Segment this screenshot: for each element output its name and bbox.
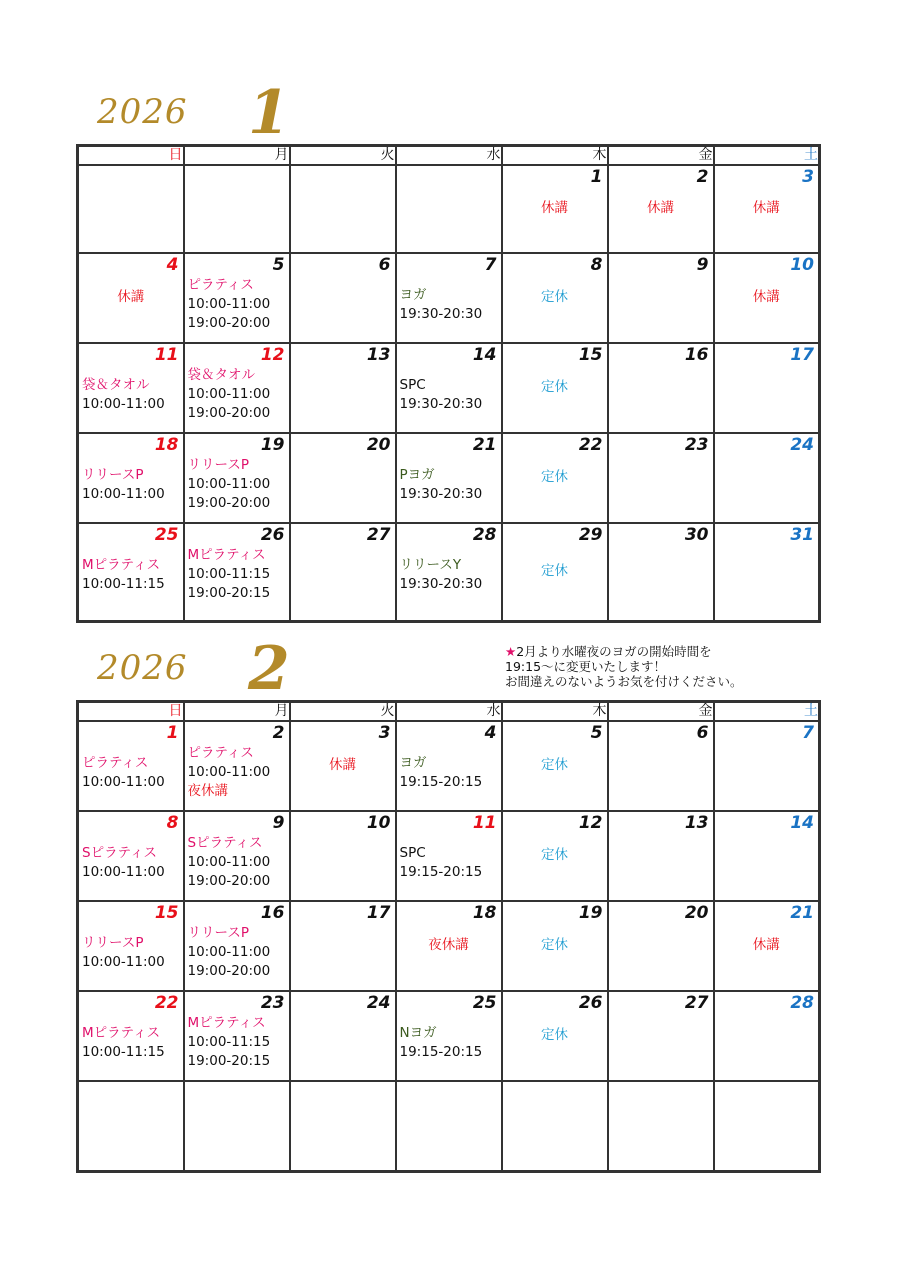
- day-cell[interactable]: [608, 721, 714, 811]
- class-name: 袋＆タオル: [187, 367, 255, 383]
- month-label-january: 1: [248, 78, 290, 148]
- day-number: 27: [684, 993, 709, 1013]
- day-cell[interactable]: [396, 343, 502, 433]
- class-name: Sピラティス: [187, 835, 263, 851]
- class-cancelled-label: 休講: [541, 200, 568, 216]
- day-cell[interactable]: [184, 721, 290, 811]
- day-cell[interactable]: [608, 811, 714, 901]
- class-time: 19:00-20:15: [187, 1053, 271, 1069]
- day-cell[interactable]: [608, 433, 714, 523]
- day-cell[interactable]: [608, 523, 714, 622]
- day-number: 4: [484, 723, 497, 743]
- class-time: 10:00-11:00: [187, 296, 271, 312]
- class-cancelled-label: 休講: [329, 757, 356, 773]
- day-number: 9: [696, 255, 709, 275]
- class-name: SPC: [399, 845, 426, 861]
- day-cell[interactable]: [502, 1081, 608, 1172]
- notice-line-1: 2月より水曜夜のヨガの開始時間を: [516, 644, 712, 659]
- weekday-header: 日: [78, 702, 184, 722]
- class-time: 10:00-11:00: [187, 944, 271, 960]
- class-time: 10:00-11:00: [187, 764, 271, 780]
- day-number: 10: [366, 813, 391, 833]
- day-number: 8: [590, 255, 603, 275]
- day-number: 18: [154, 435, 179, 455]
- weekday-header-row: [78, 702, 820, 722]
- day-cell[interactable]: [78, 991, 184, 1081]
- weekday-header: 火: [290, 146, 396, 166]
- day-cell[interactable]: [608, 901, 714, 991]
- class-time: 19:00-20:15: [187, 585, 271, 601]
- closed-day-label: 定休: [541, 847, 568, 863]
- schedule-change-notice: [505, 644, 825, 689]
- class-time: 10:00-11:00: [187, 386, 271, 402]
- day-cell[interactable]: [290, 343, 396, 433]
- class-name: ピラティス: [187, 277, 254, 293]
- class-name: ピラティス: [187, 745, 254, 761]
- class-time: 10:00-11:00: [82, 486, 165, 502]
- closed-day-label: 定休: [541, 563, 568, 579]
- day-cell[interactable]: [184, 811, 290, 901]
- class-cancelled-label: 休講: [752, 289, 780, 305]
- day-cell[interactable]: [714, 1081, 820, 1172]
- weekday-header: 日: [78, 146, 184, 166]
- closed-day-label: 定休: [541, 469, 568, 485]
- day-cell[interactable]: [290, 523, 396, 622]
- day-cell[interactable]: [78, 523, 184, 622]
- day-number: 12: [578, 813, 603, 833]
- weekday-header: 月: [184, 146, 290, 166]
- day-number: 21: [790, 903, 814, 923]
- day-cell[interactable]: [184, 253, 290, 343]
- class-name: ヨガ: [399, 755, 427, 771]
- class-name: Pヨガ: [399, 467, 435, 483]
- class-name: Nヨガ: [399, 1025, 437, 1041]
- day-cell[interactable]: [290, 811, 396, 901]
- weekday-header: 水: [396, 146, 502, 166]
- class-time: 19:15-20:15: [399, 864, 483, 880]
- week-row: [78, 901, 820, 991]
- day-cell[interactable]: [184, 901, 290, 991]
- day-cell[interactable]: [502, 433, 608, 523]
- closed-day-label: 定休: [541, 937, 568, 953]
- day-cell[interactable]: [714, 343, 820, 433]
- day-cell[interactable]: [78, 1081, 184, 1172]
- day-cell[interactable]: [502, 721, 608, 811]
- class-cancelled-label: 休講: [752, 937, 780, 953]
- week-row: [78, 165, 820, 253]
- calendar-january: [76, 144, 821, 623]
- class-time: 10:00-11:00: [82, 396, 165, 412]
- day-number: 30: [684, 525, 709, 545]
- day-cell[interactable]: [78, 253, 184, 343]
- day-cell[interactable]: [502, 253, 608, 343]
- weekday-header: 木: [502, 146, 608, 166]
- class-name: 袋＆タオル: [82, 377, 150, 393]
- day-number: 24: [366, 993, 391, 1013]
- weekday-header: 金: [608, 702, 714, 722]
- day-number: 17: [790, 345, 814, 365]
- class-name: リリースP: [82, 467, 144, 483]
- day-number: 27: [366, 525, 391, 545]
- day-cell[interactable]: [608, 343, 714, 433]
- week-row: [78, 721, 820, 811]
- closed-day-label: 定休: [541, 1027, 568, 1043]
- day-number: 10: [790, 255, 814, 275]
- day-number: 1: [590, 167, 603, 187]
- day-number: 28: [472, 525, 497, 545]
- week-row: [78, 1081, 820, 1172]
- class-cancelled-label: 休講: [117, 289, 145, 305]
- class-time: 10:00-11:15: [187, 566, 271, 582]
- weekday-header: 金: [608, 146, 714, 166]
- day-cell[interactable]: [714, 811, 820, 901]
- notice-line-2: 19:15～に変更いたします！: [505, 659, 667, 674]
- day-number: 14: [790, 813, 814, 833]
- class-time: 10:00-11:00: [82, 954, 165, 970]
- day-number: 4: [166, 255, 179, 275]
- day-cell[interactable]: [396, 991, 502, 1081]
- day-cell[interactable]: [608, 253, 714, 343]
- day-number: 2: [696, 167, 709, 187]
- day-number: 7: [484, 255, 497, 275]
- day-cell[interactable]: [714, 991, 820, 1081]
- day-cell[interactable]: [714, 433, 820, 523]
- weekday-header: 木: [502, 702, 608, 722]
- week-row: [78, 433, 820, 523]
- day-cell[interactable]: [396, 523, 502, 622]
- week-row: [78, 811, 820, 901]
- day-number: 20: [684, 903, 709, 923]
- week-row: [78, 343, 820, 433]
- day-number: 8: [166, 813, 179, 833]
- day-number: 26: [260, 525, 285, 545]
- day-cell[interactable]: [78, 811, 184, 901]
- day-number: 6: [378, 255, 391, 275]
- weekday-header: 月: [184, 702, 290, 722]
- class-name: SPC: [399, 377, 426, 393]
- day-number: 29: [578, 525, 603, 545]
- day-cell[interactable]: [502, 165, 608, 253]
- day-number: 5: [590, 723, 603, 743]
- class-time: 19:00-20:00: [187, 963, 271, 979]
- day-number: 13: [366, 345, 391, 365]
- day-number: 16: [260, 903, 285, 923]
- day-number: 12: [260, 345, 285, 365]
- class-name: Mピラティス: [187, 1015, 266, 1031]
- class-name: Mピラティス: [82, 1025, 161, 1041]
- day-number: 11: [472, 813, 497, 833]
- day-number: 2: [272, 723, 285, 743]
- day-cell[interactable]: [502, 343, 608, 433]
- day-number: 21: [472, 435, 497, 455]
- class-time: 10:00-11:15: [187, 1034, 271, 1050]
- day-cell[interactable]: [290, 1081, 396, 1172]
- class-time: 10:00-11:00: [82, 774, 165, 790]
- class-name: Mピラティス: [82, 557, 161, 573]
- day-cell[interactable]: [396, 1081, 502, 1172]
- day-number: 17: [366, 903, 391, 923]
- year-label-february: 2026: [97, 648, 188, 688]
- day-number: 26: [578, 993, 603, 1013]
- year-label-january: 2026: [97, 92, 188, 132]
- day-number: 14: [472, 345, 497, 365]
- star-icon: ★: [505, 644, 517, 659]
- class-time: 19:00-20:00: [187, 315, 271, 331]
- day-cell[interactable]: [184, 165, 290, 253]
- day-cell[interactable]: [184, 433, 290, 523]
- day-number: 9: [272, 813, 285, 833]
- closed-day-label: 定休: [541, 757, 568, 773]
- day-number: 25: [154, 525, 179, 545]
- class-name: リリースP: [187, 457, 249, 473]
- class-name: ヨガ: [399, 287, 427, 303]
- day-cell[interactable]: [184, 343, 290, 433]
- class-name: Sピラティス: [82, 845, 157, 861]
- month-label-february: 2: [248, 634, 290, 704]
- class-name: ピラティス: [82, 755, 149, 771]
- class-time: 19:15-20:15: [399, 774, 483, 790]
- day-cell[interactable]: [714, 721, 820, 811]
- class-time: 10:00-11:00: [187, 476, 271, 492]
- day-number: 19: [260, 435, 285, 455]
- day-number: 11: [154, 345, 179, 365]
- day-cell[interactable]: [78, 901, 184, 991]
- week-row: [78, 253, 820, 343]
- class-time: 19:30-20:30: [399, 486, 483, 502]
- day-cell[interactable]: [396, 901, 502, 991]
- day-number: 6: [696, 723, 709, 743]
- day-number: 22: [578, 435, 603, 455]
- day-cell[interactable]: [290, 253, 396, 343]
- day-cell[interactable]: [714, 901, 820, 991]
- day-number: 7: [802, 723, 814, 743]
- weekday-header: 水: [396, 702, 502, 722]
- weekday-header: 火: [290, 702, 396, 722]
- day-cell[interactable]: [396, 165, 502, 253]
- day-number: 15: [154, 903, 179, 923]
- day-number: 16: [684, 345, 709, 365]
- class-time: 夜休講: [187, 783, 228, 799]
- day-cell[interactable]: [290, 991, 396, 1081]
- day-number: 24: [790, 435, 814, 455]
- day-cell[interactable]: [396, 253, 502, 343]
- class-time: 10:00-11:15: [82, 1044, 165, 1060]
- day-cell[interactable]: [290, 721, 396, 811]
- class-cancelled-label: 夜休講: [428, 937, 469, 953]
- class-time: 19:00-20:00: [187, 495, 271, 511]
- day-cell[interactable]: [184, 991, 290, 1081]
- day-cell[interactable]: [608, 165, 714, 253]
- day-cell[interactable]: [290, 901, 396, 991]
- day-number: 28: [790, 993, 814, 1013]
- day-number: 3: [378, 723, 391, 743]
- class-time: 19:00-20:00: [187, 873, 271, 889]
- class-time: 19:30-20:30: [399, 306, 483, 322]
- day-cell[interactable]: [290, 433, 396, 523]
- day-cell[interactable]: [608, 1081, 714, 1172]
- calendar-february: [76, 700, 821, 1173]
- class-time: 19:30-20:30: [399, 396, 483, 412]
- day-number: 5: [272, 255, 285, 275]
- class-time: 19:30-20:30: [399, 576, 483, 592]
- weekday-header: 土: [714, 702, 820, 722]
- class-name: リリースP: [187, 925, 249, 941]
- class-time: 19:15-20:15: [399, 1044, 483, 1060]
- class-time: 10:00-11:00: [82, 864, 165, 880]
- week-row: [78, 523, 820, 622]
- day-number: 20: [366, 435, 391, 455]
- class-time: 10:00-11:15: [82, 576, 165, 592]
- day-cell[interactable]: [714, 253, 820, 343]
- day-number: 22: [154, 993, 179, 1013]
- day-cell[interactable]: [78, 165, 184, 253]
- notice-line-3: お間違えのないようお気を付けください。: [505, 674, 743, 689]
- day-cell[interactable]: [714, 165, 820, 253]
- day-number: 3: [802, 167, 814, 187]
- week-row: [78, 991, 820, 1081]
- closed-day-label: 定休: [541, 379, 568, 395]
- day-cell[interactable]: [78, 343, 184, 433]
- class-name: リリースY: [399, 557, 462, 573]
- day-cell[interactable]: [184, 1081, 290, 1172]
- weekday-header: 土: [714, 146, 820, 166]
- day-number: 23: [684, 435, 709, 455]
- class-cancelled-label: 休講: [752, 200, 780, 216]
- day-cell[interactable]: [78, 721, 184, 811]
- class-name: リリースP: [82, 935, 144, 951]
- day-number: 31: [790, 525, 814, 545]
- weekday-header-row: [78, 146, 820, 166]
- day-number: 23: [260, 993, 285, 1013]
- class-name: Mピラティス: [187, 547, 266, 563]
- day-cell[interactable]: [502, 991, 608, 1081]
- day-cell[interactable]: [714, 523, 820, 622]
- day-cell[interactable]: [608, 991, 714, 1081]
- day-cell[interactable]: [502, 901, 608, 991]
- day-number: 18: [472, 903, 497, 923]
- day-number: 13: [684, 813, 709, 833]
- day-number: 15: [578, 345, 603, 365]
- day-cell[interactable]: [396, 721, 502, 811]
- closed-day-label: 定休: [541, 289, 568, 305]
- class-time: 19:00-20:00: [187, 405, 271, 421]
- day-cell[interactable]: [502, 523, 608, 622]
- day-cell[interactable]: [396, 433, 502, 523]
- day-cell[interactable]: [502, 811, 608, 901]
- day-number: 19: [578, 903, 603, 923]
- day-cell[interactable]: [78, 433, 184, 523]
- day-cell[interactable]: [396, 811, 502, 901]
- class-time: 10:00-11:00: [187, 854, 271, 870]
- day-number: 25: [472, 993, 497, 1013]
- day-number: 1: [166, 723, 179, 743]
- day-cell[interactable]: [290, 165, 396, 253]
- day-cell[interactable]: [184, 523, 290, 622]
- class-cancelled-label: 休講: [647, 200, 674, 216]
